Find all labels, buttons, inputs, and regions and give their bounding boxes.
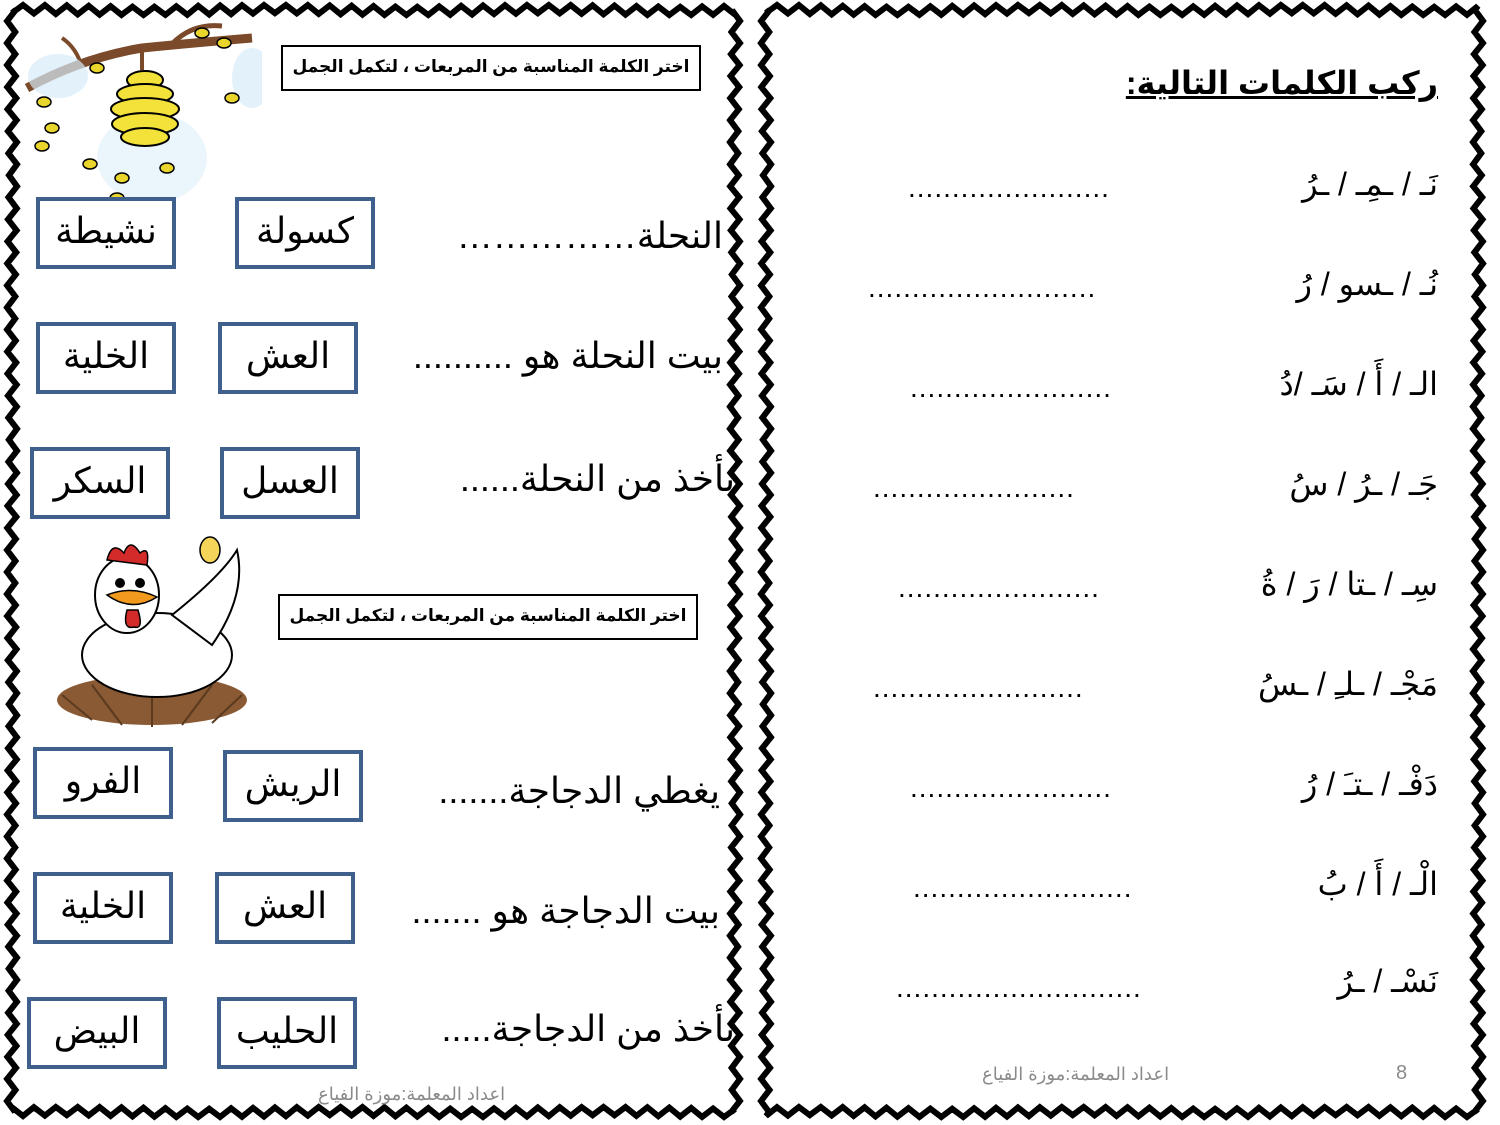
sentence-1: النحلة…………… bbox=[456, 215, 723, 256]
blank-1[interactable]: ....................... bbox=[908, 172, 1110, 203]
syllables-2: نُـ / ـسو / رُ bbox=[1296, 266, 1438, 302]
choice-6b[interactable]: البيض bbox=[27, 997, 167, 1069]
instruction-box-1: اختر الكلمة المناسبة من المربعات ، لتكمل الجمل bbox=[281, 45, 701, 91]
choice-5a[interactable]: العش bbox=[215, 872, 355, 944]
blank-4[interactable]: ....................... bbox=[873, 472, 1075, 503]
blank-3[interactable]: ....................... bbox=[910, 372, 1112, 403]
choice-2b[interactable]: الخلية bbox=[36, 322, 176, 394]
exercise-heading: ركب الكلمات التالية: bbox=[1125, 65, 1438, 101]
syllables-4: جَـ / ـرُ / سُ bbox=[1289, 466, 1438, 502]
choice-4b[interactable]: الفرو bbox=[33, 747, 173, 819]
syllables-1: نَـ / ـمِـ / ـرُ bbox=[1302, 166, 1438, 202]
instruction-box-2: اختر الكلمة المناسبة من المربعات ، لتكمل الجمل bbox=[278, 594, 698, 640]
sentence-3: نأخذ من النحلة...... bbox=[459, 458, 735, 499]
blank-9[interactable]: ............................ bbox=[896, 972, 1142, 1003]
blank-8[interactable]: ......................... bbox=[913, 872, 1133, 903]
syllables-3: الـ / أَ / سَـ /دُ bbox=[1279, 366, 1438, 402]
sentence-5: بيت الدجاجة هو ....... bbox=[411, 890, 720, 931]
choice-3a[interactable]: العسل bbox=[220, 447, 360, 519]
page-number: 8 bbox=[1396, 1062, 1408, 1084]
left-footer: اعداد المعلمة:موزة الفياع bbox=[318, 1084, 506, 1104]
sentence-2: بيت النحلة هو .......... bbox=[412, 335, 723, 376]
choice-5b[interactable]: الخلية bbox=[33, 872, 173, 944]
choice-1a[interactable]: كسولة bbox=[235, 197, 375, 269]
syllables-6: مَجْـ / ـلـِ / ـسُ bbox=[1257, 666, 1438, 702]
syllables-7: دَفْـ / ـتـَ / رُ bbox=[1301, 766, 1438, 802]
choice-6a[interactable]: الحليب bbox=[217, 997, 357, 1069]
syllables-9: نَسْـ / ـرُ bbox=[1337, 963, 1438, 999]
sentence-4: يغطي الدجاجة....... bbox=[438, 770, 720, 811]
syllables-5: سِـ / ـتا / رَ / ةُ bbox=[1260, 566, 1438, 602]
right-footer: اعداد المعلمة:موزة الفياع bbox=[982, 1064, 1170, 1084]
sentence-6: نأخذ من الدجاجة..... bbox=[441, 1008, 735, 1049]
blank-6[interactable]: ........................ bbox=[873, 672, 1084, 703]
blank-2[interactable]: .......................... bbox=[868, 272, 1097, 303]
blank-5[interactable]: ....................... bbox=[898, 572, 1100, 603]
choice-2a[interactable]: العش bbox=[218, 322, 358, 394]
syllables-8: الْـ / أَ / بُ bbox=[1317, 866, 1438, 902]
choice-4a[interactable]: الريش bbox=[223, 750, 363, 822]
blank-7[interactable]: ....................... bbox=[910, 772, 1112, 803]
choice-3b[interactable]: السكر bbox=[30, 447, 170, 519]
hen-illustration bbox=[52, 535, 252, 730]
choice-1b[interactable]: نشيطة bbox=[36, 197, 176, 269]
